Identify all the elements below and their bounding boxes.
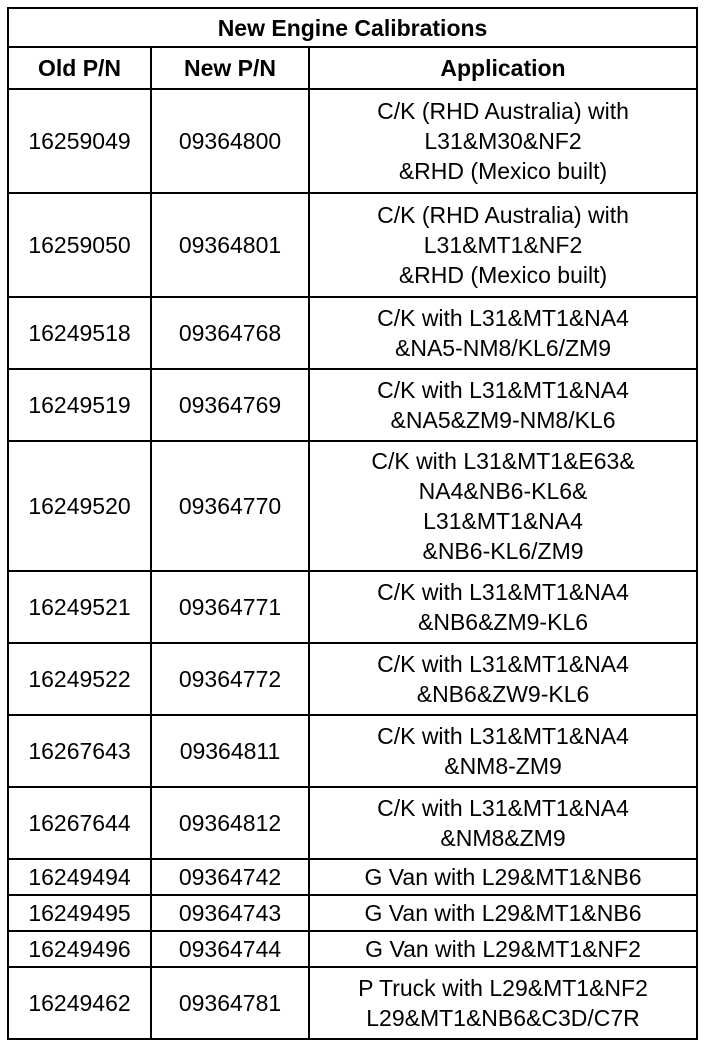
new-part-number: 09364770 bbox=[151, 441, 309, 571]
table-row bbox=[8, 715, 697, 787]
table-row bbox=[8, 931, 697, 967]
old-part-number: 16249462 bbox=[8, 967, 151, 1039]
column-header-application: Application bbox=[309, 47, 697, 89]
old-part-number: 16249519 bbox=[8, 369, 151, 441]
application: P Truck with L29&MT1&NF2 L29&MT1&NB6&C3D/C7R bbox=[309, 967, 697, 1039]
table-row bbox=[8, 643, 697, 715]
old-part-number: 16259049 bbox=[8, 89, 151, 193]
old-part-number: 16249518 bbox=[8, 297, 151, 369]
table-row bbox=[8, 369, 697, 441]
application: C/K with L31&MT1&NA4 &NA5-NM8/KL6/ZM9 bbox=[309, 297, 697, 369]
new-part-number: 09364769 bbox=[151, 369, 309, 441]
new-part-number: 09364744 bbox=[151, 931, 309, 967]
column-header-old-pn: Old P/N bbox=[8, 47, 151, 89]
new-part-number: 09364768 bbox=[151, 297, 309, 369]
title-row bbox=[8, 8, 697, 47]
new-part-number: 09364772 bbox=[151, 643, 309, 715]
application: C/K with L31&MT1&NA4 &NA5&ZM9-NM8/KL6 bbox=[309, 369, 697, 441]
new-part-number: 09364742 bbox=[151, 859, 309, 895]
table-row bbox=[8, 787, 697, 859]
column-header-new-pn: New P/N bbox=[151, 47, 309, 89]
old-part-number: 16249496 bbox=[8, 931, 151, 967]
table-row bbox=[8, 859, 697, 895]
application: G Van with L29&MT1&NF2 bbox=[309, 931, 697, 967]
table-body bbox=[8, 89, 697, 1039]
new-part-number: 09364801 bbox=[151, 193, 309, 297]
table-row bbox=[8, 967, 697, 1039]
table-row bbox=[8, 895, 697, 931]
old-part-number: 16249521 bbox=[8, 571, 151, 643]
application: C/K with L31&MT1&E63& NA4&NB6-KL6& L31&MT1&NA4 &NB6-KL6/ZM9 bbox=[309, 441, 697, 571]
engine-calibration-table bbox=[7, 7, 698, 1040]
old-part-number: 16249520 bbox=[8, 441, 151, 571]
application: C/K with L31&MT1&NA4 &NM8-ZM9 bbox=[309, 715, 697, 787]
header-row bbox=[8, 47, 697, 89]
application: G Van with L29&MT1&NB6 bbox=[309, 859, 697, 895]
application: C/K with L31&MT1&NA4 &NB6&ZM9-KL6 bbox=[309, 571, 697, 643]
table-row bbox=[8, 193, 697, 297]
new-part-number: 09364811 bbox=[151, 715, 309, 787]
old-part-number: 16267644 bbox=[8, 787, 151, 859]
table-row bbox=[8, 89, 697, 193]
new-part-number: 09364743 bbox=[151, 895, 309, 931]
new-part-number: 09364800 bbox=[151, 89, 309, 193]
application: G Van with L29&MT1&NB6 bbox=[309, 895, 697, 931]
old-part-number: 16259050 bbox=[8, 193, 151, 297]
new-part-number: 09364781 bbox=[151, 967, 309, 1039]
table-row bbox=[8, 441, 697, 571]
table-title: New Engine Calibrations bbox=[8, 8, 697, 47]
application: C/K with L31&MT1&NA4 &NM8&ZM9 bbox=[309, 787, 697, 859]
old-part-number: 16267643 bbox=[8, 715, 151, 787]
application: C/K (RHD Australia) with L31&M30&NF2 &RHD (Mexico built) bbox=[309, 89, 697, 193]
new-part-number: 09364771 bbox=[151, 571, 309, 643]
table-row bbox=[8, 571, 697, 643]
new-part-number: 09364812 bbox=[151, 787, 309, 859]
old-part-number: 16249494 bbox=[8, 859, 151, 895]
application: C/K with L31&MT1&NA4 &NB6&ZW9-KL6 bbox=[309, 643, 697, 715]
old-part-number: 16249522 bbox=[8, 643, 151, 715]
application: C/K (RHD Australia) with L31&MT1&NF2 &RHD (Mexico built) bbox=[309, 193, 697, 297]
old-part-number: 16249495 bbox=[8, 895, 151, 931]
table-row bbox=[8, 297, 697, 369]
calibration-table-wrapper bbox=[7, 7, 698, 1040]
